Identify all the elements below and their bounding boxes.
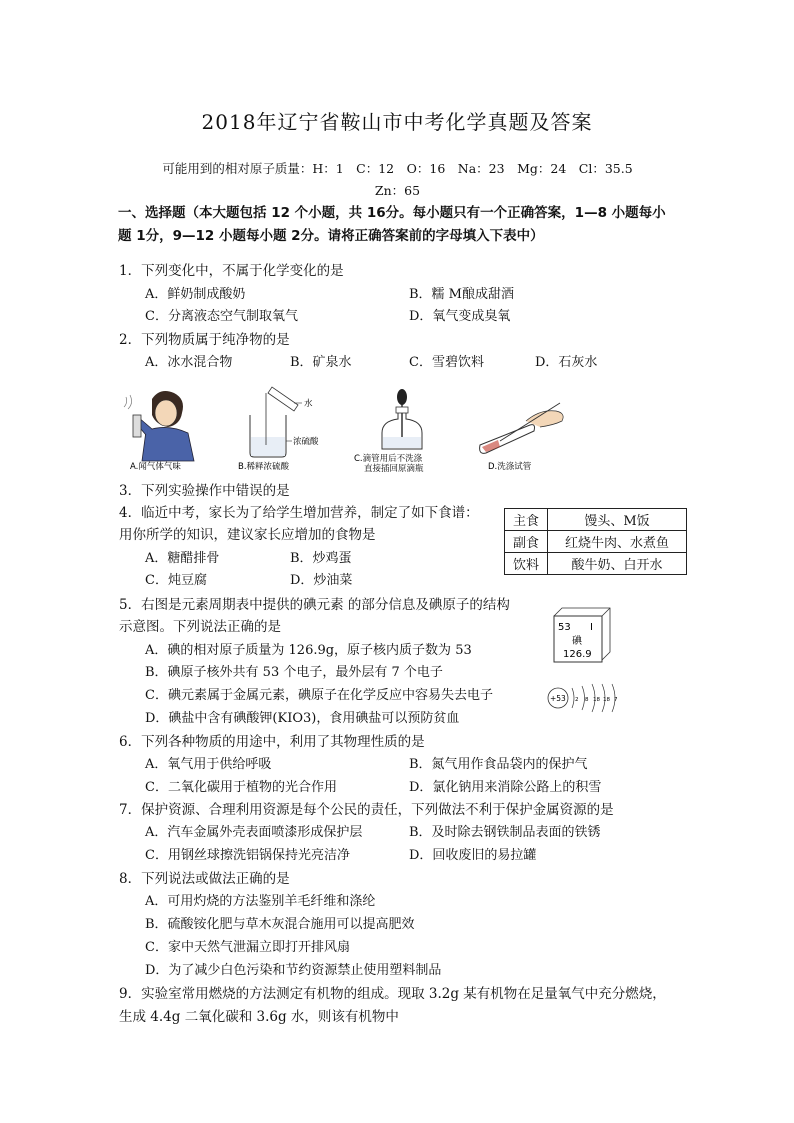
- figure-b-acid-label: 浓硫酸: [293, 437, 319, 447]
- q5-stem-line1: 5．右图是元素周期表中提供的碘元素 的部分信息及碘原子的结构: [119, 597, 510, 613]
- figure-a-caption: A.闻气体气味: [130, 462, 181, 471]
- q7-option-c: C．用钢丝球擦洗铝锅保持光亮洁净: [145, 848, 350, 863]
- q2-option-c: C．雪碧饮料: [409, 355, 484, 370]
- section-heading-line2: 题 1分，9—12 小题每小题 2分。请将正确答案前的字母填入下表中）: [118, 228, 544, 244]
- iodine-symbol: I: [590, 622, 593, 633]
- q2-option-b: B．矿泉水: [290, 355, 352, 370]
- table-row: [505, 531, 687, 553]
- figure-dilute-acid: [236, 385, 332, 471]
- q1-stem: 1．下列变化中，不属于化学变化的是: [119, 263, 344, 279]
- atomic-masses: [120, 158, 675, 202]
- q5-option-d: D．碘盐中含有碘酸钾(KIO3)，食用碘盐可以预防贫血: [145, 711, 460, 726]
- shell-count: 2: [575, 697, 579, 703]
- iodine-mass: 126.9: [563, 649, 592, 660]
- q2-stem: 2．下列物质属于纯净物的是: [119, 332, 290, 348]
- dropper-bulb: [397, 389, 407, 405]
- figure-d-caption: D.洗涤试管: [488, 462, 532, 471]
- face-shape: [155, 400, 177, 426]
- shell-arc: [572, 688, 574, 708]
- q7-option-b: B．及时除去钢铁制品表面的铁锈: [409, 825, 601, 840]
- sweater-shape: [142, 427, 194, 461]
- figure-smell-gas: [116, 385, 212, 471]
- q4-option-a: A．糖醋排骨: [145, 551, 220, 566]
- q5-option-b: B．碘原子核外共有 53 个电子，最外层有 7 个电子: [145, 665, 443, 680]
- cylinder-shape: [268, 387, 298, 411]
- table-cell-key: 主食: [505, 509, 548, 531]
- figure-c-caption-line2: 直接插回原滴瓶: [364, 464, 424, 474]
- iodine-element-tile: [548, 606, 612, 668]
- table-cell-key: 副食: [505, 531, 548, 553]
- q1-option-d: D．氧气变成臭氧: [409, 309, 511, 324]
- q7-stem: 7．保护资源、合理利用资源是每个公民的责任，下列做法不利于保护金属资源的是: [119, 802, 614, 818]
- q6-option-c: C．二氧化碳用于植物的光合作用: [145, 780, 337, 795]
- q5-option-a: A．碘的相对原子质量为 126.9g，原子核内质子数为 53: [145, 643, 472, 658]
- q8-option-a: A．可用灼烧的方法鉴别羊毛纤维和涤纶: [145, 894, 376, 909]
- shell-count: 7: [614, 697, 618, 703]
- q8-option-c: C．家中天然气泄漏立即打开排风扇: [145, 940, 350, 955]
- q3-stem: 3．下列实验操作中错误的是: [119, 483, 290, 499]
- q8-option-b: B．硫酸铵化肥与草木灰混合施用可以提高肥效: [145, 917, 415, 932]
- figure-wash-tube: [470, 385, 580, 471]
- q1-option-a: A．鲜奶制成酸奶: [145, 287, 246, 302]
- q1-option-b: B．糯 M酿成甜酒: [409, 287, 514, 302]
- atomic-masses-line2: Zn：65: [374, 183, 421, 198]
- q5-option-c: C．碘元素属于金属元素，碘原子在化学反应中容易失去电子: [145, 688, 493, 703]
- figure-c-caption-line1: C.滴管用后不洗涤: [354, 454, 423, 464]
- beaker-liquid: [251, 437, 285, 456]
- q7-option-a: A．汽车金属外壳表面喷漆形成保护层: [145, 825, 363, 840]
- iodine-atom-structure: [546, 678, 622, 718]
- q7-option-d: D．回收废旧的易拉罐: [409, 848, 537, 863]
- figure-b-caption: B.稀释浓硫酸: [238, 462, 290, 471]
- q6-option-b: B．氮气用作食品袋内的保护气: [409, 757, 588, 772]
- figure-dropper: [344, 385, 460, 475]
- table-cell-value: 红烧牛肉、水煮鱼: [548, 531, 687, 553]
- q6-option-a: A．氧气用于供给呼吸: [145, 757, 272, 772]
- table-cell-value: 酸牛奶、白开水: [548, 553, 687, 575]
- table-row: [505, 553, 687, 575]
- atomic-masses-line1: 可能用到的相对原子质量：H：1 C：12 O：16 Na：23 Mg：24 Cl：35.5: [162, 161, 633, 176]
- nucleus-charge: +53: [550, 694, 566, 703]
- q4-stem-line2: 用你所学的知识，建议家长应增加的食物是: [119, 527, 376, 543]
- section-heading: [118, 202, 678, 248]
- q4-option-d: D．炒油菜: [290, 573, 353, 588]
- vapor-lines: [124, 395, 132, 409]
- page-title: 2018年辽宁省鞍山市中考化学真题及答案: [201, 110, 593, 134]
- q9-stem-line2: 生成 4.4g 二氧化碳和 3.6g 水，则该有机物中: [119, 1009, 399, 1025]
- bottle-shape: [133, 415, 141, 437]
- table-cell-key: 饮料: [505, 553, 548, 575]
- q8-option-d: D．为了减少白色污染和节约资源禁止使用塑料制品: [145, 963, 442, 978]
- q5-stem-line2: 示意图。下列说法正确的是: [119, 619, 281, 635]
- iodine-number: 53: [558, 622, 571, 633]
- figure-b-water-label: 水: [304, 399, 313, 409]
- q4-stem-line1: 4．临近中考，家长为了给学生增加营养，制定了如下食谱：: [119, 505, 479, 521]
- q1-option-c: C．分离液态空气制取氧气: [145, 309, 298, 324]
- shell-count: 18: [603, 697, 610, 703]
- recipe-table: [504, 508, 687, 575]
- bottle-liquid: [383, 437, 421, 448]
- q4-option-b: B．炒鸡蛋: [290, 551, 352, 566]
- q2-option-a: A．冰水混合物: [145, 355, 233, 370]
- shell-count: 8: [585, 697, 589, 703]
- table-cell-value: 馒头、M饭: [548, 509, 687, 531]
- shell-count: 18: [593, 697, 600, 703]
- q6-stem: 6．下列各种物质的用途中，利用了其物理性质的是: [119, 734, 425, 750]
- q9-stem-line1: 9．实验室常用燃烧的方法测定有机物的组成。现取 3.2g 某有机物在足量氧气中充分燃烧，: [119, 986, 666, 1002]
- q4-option-c: C．炖豆腐: [145, 573, 207, 588]
- bottle-stopper: [396, 407, 408, 413]
- iodine-name: 碘: [572, 636, 582, 647]
- q8-stem: 8．下列说法或做法正确的是: [119, 871, 290, 887]
- q2-option-d: D．石灰水: [535, 355, 598, 370]
- q6-option-d: D．氯化钠用来消除公路上的积雪: [409, 780, 602, 795]
- section-heading-line1: 一、选择题（本大题包括 12 个小题，共 16分。每小题只有一个正确答案，1—8 小题每小: [118, 205, 666, 221]
- table-row: [505, 509, 687, 531]
